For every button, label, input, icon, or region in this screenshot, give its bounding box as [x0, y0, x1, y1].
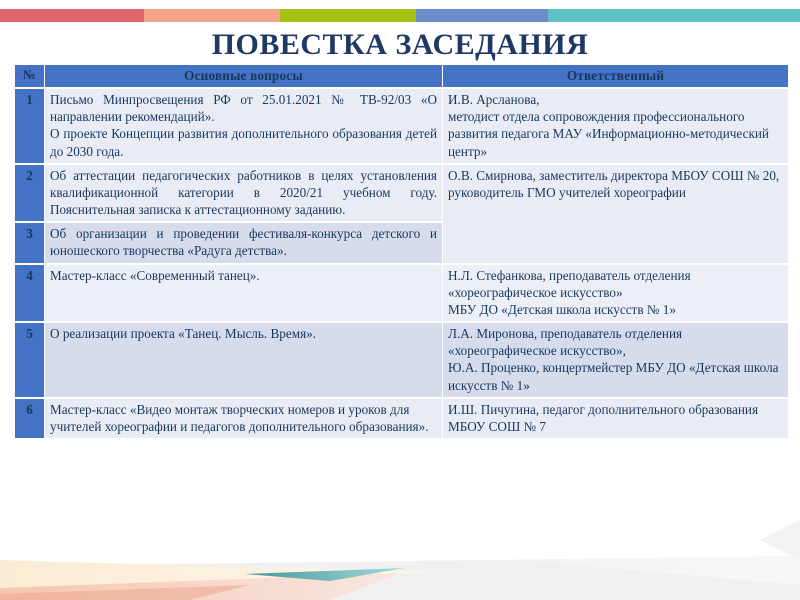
- agenda-table-head: [15, 65, 788, 87]
- row-responsible-cell: О.В. Смирнова, заместитель директора МБОУ СОШ № 20, руководитель ГМО учителей хореографии: [443, 164, 788, 263]
- table-row: [15, 88, 788, 163]
- ribbon-segment-green: [280, 9, 416, 22]
- table-header-row: [15, 65, 788, 87]
- column-header-main-questions: Основные вопросы: [45, 65, 442, 87]
- row-question-cell: Мастер-класс «Современный танец».: [45, 264, 442, 321]
- table-row: [15, 164, 788, 221]
- top-color-ribbon: [0, 9, 800, 22]
- row-question-cell: Об аттестации педагогических работников в целях установления квалификационной категории в 2020/21 учебном году. Пояснительная записка к аттестационному заданию.: [45, 164, 442, 221]
- row-question-cell: Письмо Минпросвещения РФ от 25.01.2021 № ТВ-92/03 «О направлении рекомендаций». О проекте Концепции развития дополнительного образования детей до 2030 года.: [45, 88, 442, 163]
- row-question-cell: Мастер-класс «Видео монтаж творческих номеров и уроков для учителей хореографии и педагогов дополнительного образования».: [45, 398, 442, 438]
- ribbon-segment-teal: [548, 9, 800, 22]
- row-question-cell: Об организации и проведении фестиваля-конкурса детского и юношеского творчества «Радуга детства».: [45, 222, 442, 262]
- row-number-cell: 1: [15, 88, 44, 163]
- decor-swoosh-group: [0, 520, 800, 600]
- column-header-number: №: [15, 65, 44, 87]
- row-number-cell: 6: [15, 398, 44, 438]
- row-question-cell: О реализации проекта «Танец. Мысль. Время».: [45, 322, 442, 397]
- row-responsible-cell: Н.Л. Стефанкова, преподаватель отделения «хореографическое искусство» МБУ ДО «Детская школа искусств № 1»: [443, 264, 788, 321]
- column-header-responsible: Ответственный: [443, 65, 788, 87]
- table-row: [15, 322, 788, 397]
- table-row: [15, 398, 788, 438]
- agenda-table: [14, 64, 789, 439]
- agenda-table-body: [15, 88, 788, 438]
- table-row: [15, 264, 788, 321]
- row-number-cell: 3: [15, 222, 44, 262]
- row-number-cell: 5: [15, 322, 44, 397]
- row-responsible-cell: И.Ш. Пичугина, педагог дополнительного образования МБОУ СОШ № 7: [443, 398, 788, 438]
- ribbon-segment-blue: [416, 9, 548, 22]
- row-responsible-cell: И.В. Арсланова, методист отдела сопровождения профессионального развития педагога МАУ «Информационно-методический центр»: [443, 88, 788, 163]
- row-responsible-cell: Л.А. Миронова, преподаватель отделения «хореографическое искусство», Ю.А. Проценко, концертмейстер МБУ ДО «Детская школа искусств № 1»: [443, 322, 788, 397]
- row-number-cell: 4: [15, 264, 44, 321]
- ribbon-segment-peach: [144, 9, 280, 22]
- ribbon-segment-red: [0, 9, 144, 22]
- agenda-table-container: [14, 64, 786, 439]
- page-title: ПОВЕСТКА ЗАСЕДАНИЯ: [211, 28, 589, 61]
- row-number-cell: 2: [15, 164, 44, 221]
